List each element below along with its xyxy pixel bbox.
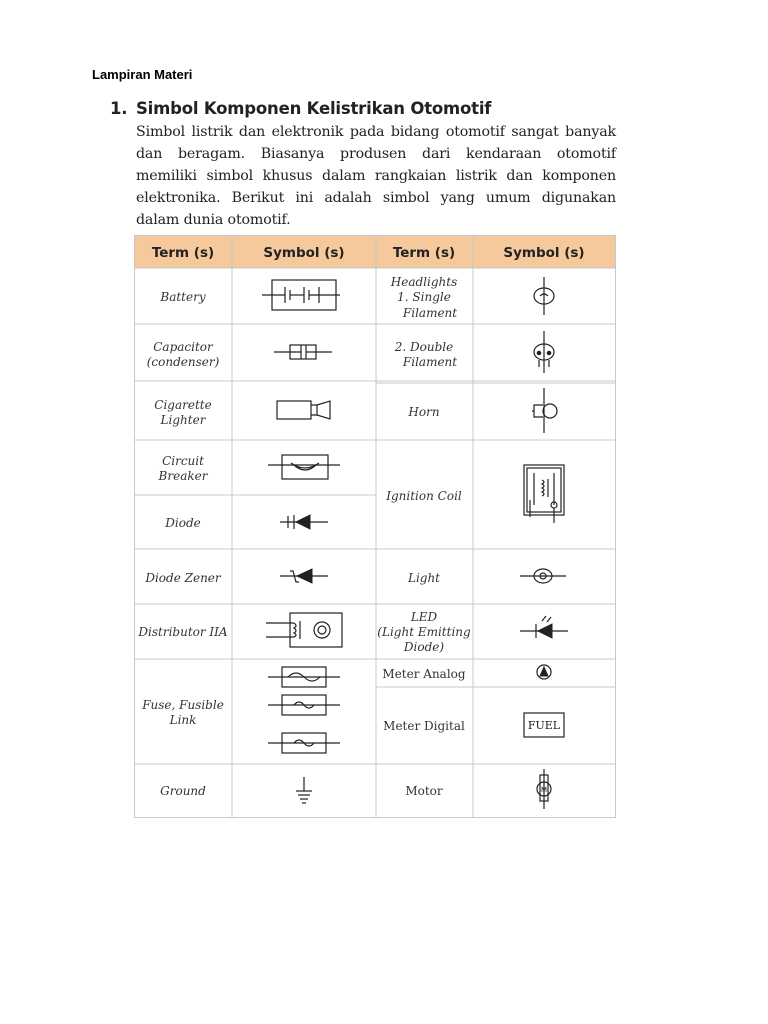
term-diode: Diode [165,516,201,530]
term-horn: Horn [408,405,440,419]
ground-symbol-icon [296,777,312,803]
distributor-symbol-icon [266,613,342,647]
term-fuse: Fuse, Fusible [142,698,224,712]
term-double-filament: 2. Double [394,340,454,354]
term-double-filament: Filament [402,355,458,369]
term-led: Diode) [403,640,445,654]
header-term-2: Term (s) [392,245,456,261]
horn-symbol-icon [532,388,557,433]
term-cigarette-lighter: Cigarette [154,398,212,412]
header-term-1: Term (s) [151,245,215,261]
term-fuse: Link [169,713,197,727]
light-symbol-icon [520,569,566,583]
fuel-label: FUEL [527,719,561,732]
term-led: (Light Emitting [377,625,471,639]
term-meter-analog: Meter Analog [382,667,466,681]
term-circuit-breaker: Breaker [158,469,208,483]
intro-paragraph [136,121,616,231]
capacitor-symbol-icon [274,345,332,359]
term-ignition-coil: Ignition Coil [386,489,462,503]
term-headlights: 1. Single [397,290,451,304]
zener-diode-symbol-icon [280,569,328,583]
header-symbol-1: Symbol (s) [263,245,345,261]
symbol-table [134,235,616,818]
term-battery: Battery [160,290,206,304]
term-led: LED [410,610,438,624]
paragraph-line: Simbol listrik dan elektronik pada bidang otomotif sangat banyak [136,124,616,140]
motor-m-label: M [540,786,548,794]
term-headlights: Headlights [390,275,458,289]
paragraph-line: dalam dunia otomotif. [136,212,291,228]
fuse-symbol-icon [268,667,340,753]
term-light: Light [407,571,441,585]
term-diode-zener: Diode Zener [145,571,221,585]
headlight-double-symbol-icon [534,331,554,373]
term-headlights: Filament [402,306,458,320]
term-distributor: Distributor IIA [138,625,228,639]
term-motor: Motor [405,784,443,798]
headlight-single-symbol-icon [534,277,554,315]
page-label: Lampiran Materi [92,67,193,82]
paragraph-line: memiliki simbol khusus dalam rangkaian listrik dan komponen [136,168,616,184]
meter-digital-symbol-icon [524,713,564,737]
term-meter-digital: Meter Digital [383,719,465,733]
section-number: 1. [110,99,128,118]
term-cigarette-lighter: Lighter [160,413,206,427]
circuit-breaker-symbol-icon [268,455,340,479]
term-circuit-breaker: Circuit [162,454,204,468]
motor-symbol-icon [537,769,551,809]
section-title [110,99,491,118]
term-capacitor: (condenser) [146,355,220,369]
paragraph-line: dan beragam. Biasanya produsen dari kendaraan otomotif [136,146,616,162]
meter-analog-symbol-icon [537,665,551,679]
term-capacitor: Capacitor [153,340,213,354]
term-ground: Ground [160,784,206,798]
paragraph-line: elektronika. Berikut ini adalah simbol yang umum digunakan [136,190,616,206]
cigarette-lighter-symbol-icon [277,401,330,419]
diode-symbol-icon [280,515,328,529]
led-symbol-icon [520,616,568,638]
header-symbol-2: Symbol (s) [503,245,585,261]
section-title-text: Simbol Komponen Kelistrikan Otomotif [136,99,492,118]
ignition-coil-symbol-icon [524,465,564,523]
battery-symbol-icon [262,280,340,310]
